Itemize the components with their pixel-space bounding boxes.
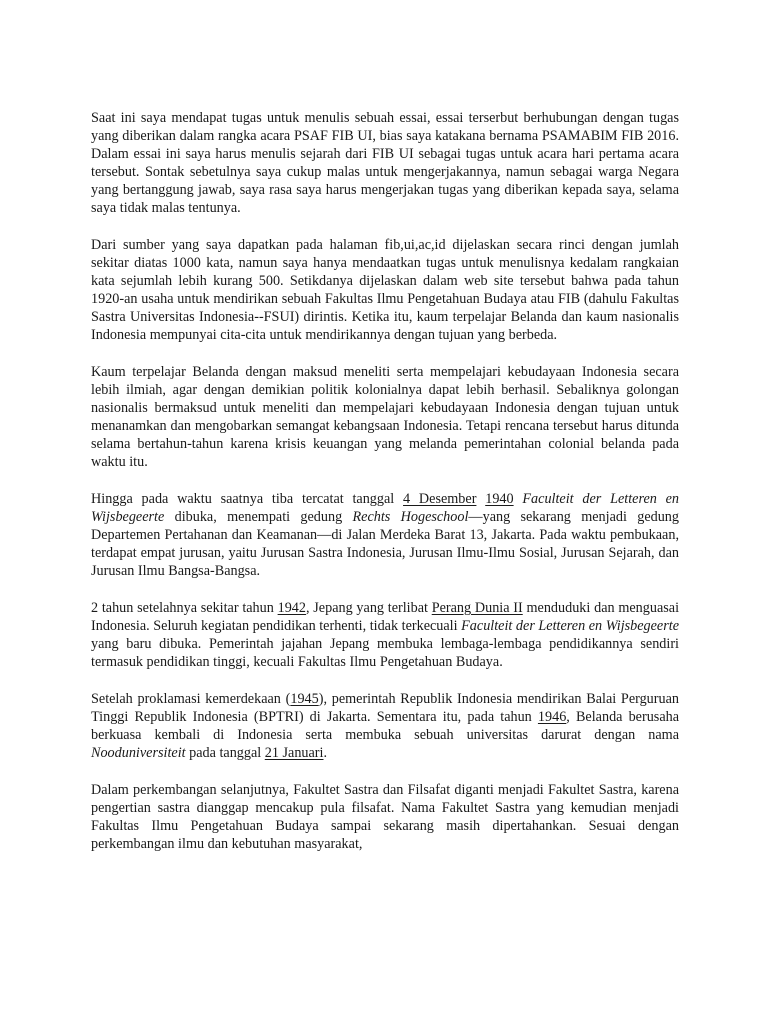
paragraph-independence [91,690,679,762]
italic-rechts-hogeschool: Rechts Hogeschool [352,509,469,525]
link-1942[interactable]: 1942 [277,600,306,616]
text-run: yang baru dibuka. Pemerintah jajahan Jepang membuka lembaga-lembaga pendidikannya sendiri termasuk pendidikan tinggi, kecuali Fakultas Ilmu Pengetahuan Budaya. [91,636,679,670]
link-4-desember[interactable]: 4 Desember [403,491,477,507]
text-run: dibuka, menempati gedung [164,509,353,525]
document-page [91,109,679,872]
paragraph-intro: Saat ini saya mendapat tugas untuk menulis sebuah essai, essai terserbut berhubungan dengan tugas yang diberikan dalam rangka acara PSAF FIB UI, bias saya katakana bernama PSAMABIM FIB 2016. Dalam essai ini saya harus menulis sejarah dari FIB UI sebagai tugas untuk acara hari pertama acara tersebut. Sontak sebetulnya saya cukup malas untuk mengerjakannya, namun sebagai warga Negara yang bertanggung jawab, saya rasa saya harus mengerjakan tugas yang diberikan kepada saya, selama saya tidak malas tentunya. [91,110,679,216]
link-perang-dunia-ii[interactable]: Perang Dunia II [431,600,523,616]
text-run: , Belanda berusaha berkuasa kembali di Indonesia serta membuka sebuah universitas darurat dengan nama [91,709,680,743]
text-run: Hingga pada waktu saatnya tiba tercatat tanggal [91,491,404,507]
italic-faculty-name: Faculteit der Letteren en Wijsbegeerte [461,618,679,634]
text-run: pada tanggal [185,745,265,761]
paragraph-development: Dalam perkembangan selanjutnya, Fakultet Sastra dan Filsafat diganti menjadi Fakultet Sastra, karena pengertian sastra dianggap mencakup pula filsafat. Nama Fakultet Sastra yang kemudian menjadi Fakultas Ilmu Pengetahuan Budaya sampai sekarang masih dipertahankan. Sesuai dengan perkembangan ilmu dan kebutuhan masyarakat, [91,782,679,852]
text-run: Setelah proklamasi kemerdekaan ( [91,691,291,707]
text-run: ), pemerintah Republik Indonesia mendirikan Balai Perguruan Tinggi Republik Indonesia (BPTRI) di Jakarta. Sementara itu, pada tahun [91,691,679,725]
text-run: . [323,745,328,761]
text-run: —yang sekarang menjadi gedung Departemen Pertahanan dan Keamanan—di Jalan Merdeka Barat 13, Jakarta. Pada waktu pembukaan, terdapat empat jurusan, yaitu Jurusan Sastra Indonesia, Jurusan Ilmu-Ilmu Sosial, Jurusan Sejarah, dan Jurusan Ilmu Bangsa-Bangsa. [91,509,679,579]
link-1940[interactable]: 1940 [485,491,514,507]
text-run: 2 tahun setelahnya sekitar tahun [91,600,278,616]
paragraph-japanese-occupation [91,599,679,671]
link-1946[interactable]: 1946 [537,709,567,725]
link-1945[interactable]: 1945 [290,691,319,707]
text-run: menduduki dan menguasai Indonesia. Seluruh kegiatan pendidikan terhenti, tidak terkecuali [91,600,680,634]
paragraph-colonial: Kaum terpelajar Belanda dengan maksud meneliti serta mempelajari kebudayaan Indonesia secara lebih ilmiah, agar dengan demikian politik kolonialnya dapat lebih berhasil. Sebaliknya golongan nasionalis bermaksud untuk meneliti dan mempelajari kebudayaan Indonesia dengan tujuan untuk menanamkan dan mengobarkan semangat kebangsaan Indonesia. Tetapi rencana tersebut harus ditunda selama bertahun-tahun karena krisis keuangan yang melanda pemerintahan colonial belanda pada waktu itu. [91,364,679,470]
paragraph-source: Dari sumber yang saya dapatkan pada halaman fib,ui,ac,id dijelaskan secara rinci dengan jumlah sekitar diatas 1000 kata, namun saya hanya mendaatkan tugas untuk menulisnya kedalam rangkaian kata sejumlah lebih kurang 500. Setikdanya dijelaskan dalam web site tersebut bahwa pada tahun 1920-an usaha untuk mendirikan sebuah Fakultas Ilmu Pengetahuan Budaya atau FIB (dahulu Fakultas Sastra Universitas Indonesia--FSUI) dirintis. Ketika itu, kaum terpelajar Belanda dan kaum nasionalis Indonesia mempunyai cita-cita untuk mendirikannya dengan tujuan yang berbeda. [91,237,679,343]
link-21-januari[interactable]: 21 Januari [264,745,324,761]
text-run: , Jepang yang terlibat [305,600,432,616]
italic-faculty-name: Faculteit der Letteren en Wijsbegeerte [91,491,680,525]
italic-nooduniversiteit: Nooduniversiteit [91,745,186,761]
paragraph-founding [91,490,679,580]
